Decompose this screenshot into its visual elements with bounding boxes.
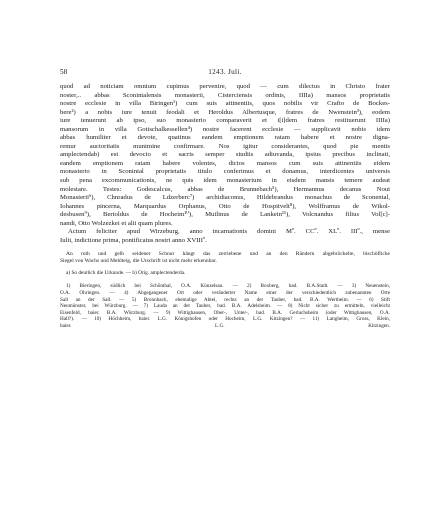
textual-variants: a) So deutlich die Urkunde. — b) Orig. amplectenderda. (66, 270, 186, 277)
text-line: iure tenuerunt ab ipso, suo monasterio comparaverit et i[i]dem fratres restituerunt IIIIa) (60, 117, 390, 125)
text-line: abbas humiliter et devote, quatinus eandem emptionem ratam habere et nostre digna- (60, 134, 390, 142)
text-line: molestare. Testes: Godescalcus, abbas de Brunnebach⁵), Hermannus decanus Noui (60, 185, 390, 193)
footnote-line: Sall an der Sall. — 5) Bronnbach, ehemalige Abtei, rechts an der Tauber, bad. B.A. Wertheim. — 6) Stift (60, 296, 390, 303)
text-line: nostre ecclesie in villa Biringen¹) cum suis attinentiis, quos nobilis vir Crafto de Bockes- (60, 100, 390, 108)
text-line: amplectendab) est devocio et sacris semper studiis adiuvanda, ipsius precibus inclinati, (60, 151, 390, 159)
footnote-line: Neumünster, bei Würzburg. — 7) Lauda an der Tauber, bad. B.A. Adelsheim. — 8) Nicht sicher zu ermitteln, vielleicht (60, 303, 390, 310)
footnote-line: Eisenfeld, baier. B.A. Würzburg. — 9) Wittighausen, Ober-, Unter-, bad. B.A. Gerlachsheim (oder Wittighausen, O.A. (60, 309, 390, 316)
text-line: Actum feliciter apud Wirzeburg, anno incarnationis domini Mº. CCº. XLº. IIIº., mense (68, 228, 390, 236)
text-line: Iohannes pincerna, Marquardus Orphanus, Otto de Hospitvelt⁸), Wolfframus de Wikol- (60, 202, 390, 210)
document-body (60, 83, 390, 330)
text-line: sub pena excommunicationis, ne quis idem monasterium in eisdem mansis temere audeat (60, 177, 390, 185)
text-line: Monasterii⁶), Chnradus de Ldzerberc⁷) archidiaconus, Hildebrandus monachus de Sconental, (60, 194, 390, 202)
text-line: desbusen⁹), Bertoldus de Hocheim¹⁰), Muilinus de Lankein¹¹), Volcnandus filius Vol[c]- (60, 211, 390, 219)
text-line: noster,.. abbas Sconintalensis monasterii, Cisterciensis ordinis, IIIIa) mansos proprietatis (60, 91, 390, 99)
footnote-line: 1) Bieringen, südlich bei Schönthal, O.A. Künzelsau. — 2) Boxberg, bad. B.A.Stadt. — 3) Neuenstein, (66, 283, 390, 290)
text-line: nandi, Otto Wolzezkei et alii quam plures. (60, 219, 173, 227)
text-line: Iulii, indictione prima, pontificatus nostri anno XVIIIº. (60, 236, 207, 244)
text-line: bere²) a nobis iure tenuit feodali et Heroldus Albertusque, fratres de Nwenstein³), eodem (60, 108, 390, 116)
note-line: An roth und gelb seidener Schnur hängt das zerriebene und an den Rändern abgebröckelte, bischöfliche (66, 251, 390, 258)
text-line: mansorum in villa Gotischalkessellen⁴) nostre facerent ecclesie — supplicavit nobis idem (60, 125, 390, 133)
actum-paragraph (60, 228, 390, 245)
seal-note (60, 251, 390, 265)
footnote-line: O.A. Öhringen. — 4) Abgegangener Ort oder veränderter Name einer der verschiedentlich zubenannten Orte (60, 289, 390, 296)
text-line: eandem emptionem ratam habere volentes, dictos mansos cum suis attinentiis eidem (60, 159, 390, 167)
text-line: monasterio in Sconintal proprietatis titulo conferimus et donamus, interdicentes universis (60, 168, 390, 176)
footnote-line: baier. L.G. Kitzingen. (60, 322, 390, 329)
page-header (60, 68, 390, 80)
text-line: quod ad noticiam omnium cupimus pervenire, quod — cum dilectus in Christo frater (60, 83, 390, 90)
text-line: remur auctoritatis munimine confirmare. Nos igitur considerantes, quod pie mentis (60, 142, 390, 150)
running-head: 1243. Juli. (208, 68, 242, 76)
charter-text (60, 83, 390, 228)
note-line: Siegel von Wachs und Mehlteig, die Urschrift ist nicht mehr erkennbar. (60, 258, 217, 265)
page-number: 58 (60, 68, 68, 76)
footnote-line: Hall?). — 10) Höchheim, baier. L.G. Königshofen oder Hocheim, L.G. Kitzingen? — 11) Langheim, Gross, Klein, (60, 316, 390, 323)
footnotes (60, 283, 390, 329)
